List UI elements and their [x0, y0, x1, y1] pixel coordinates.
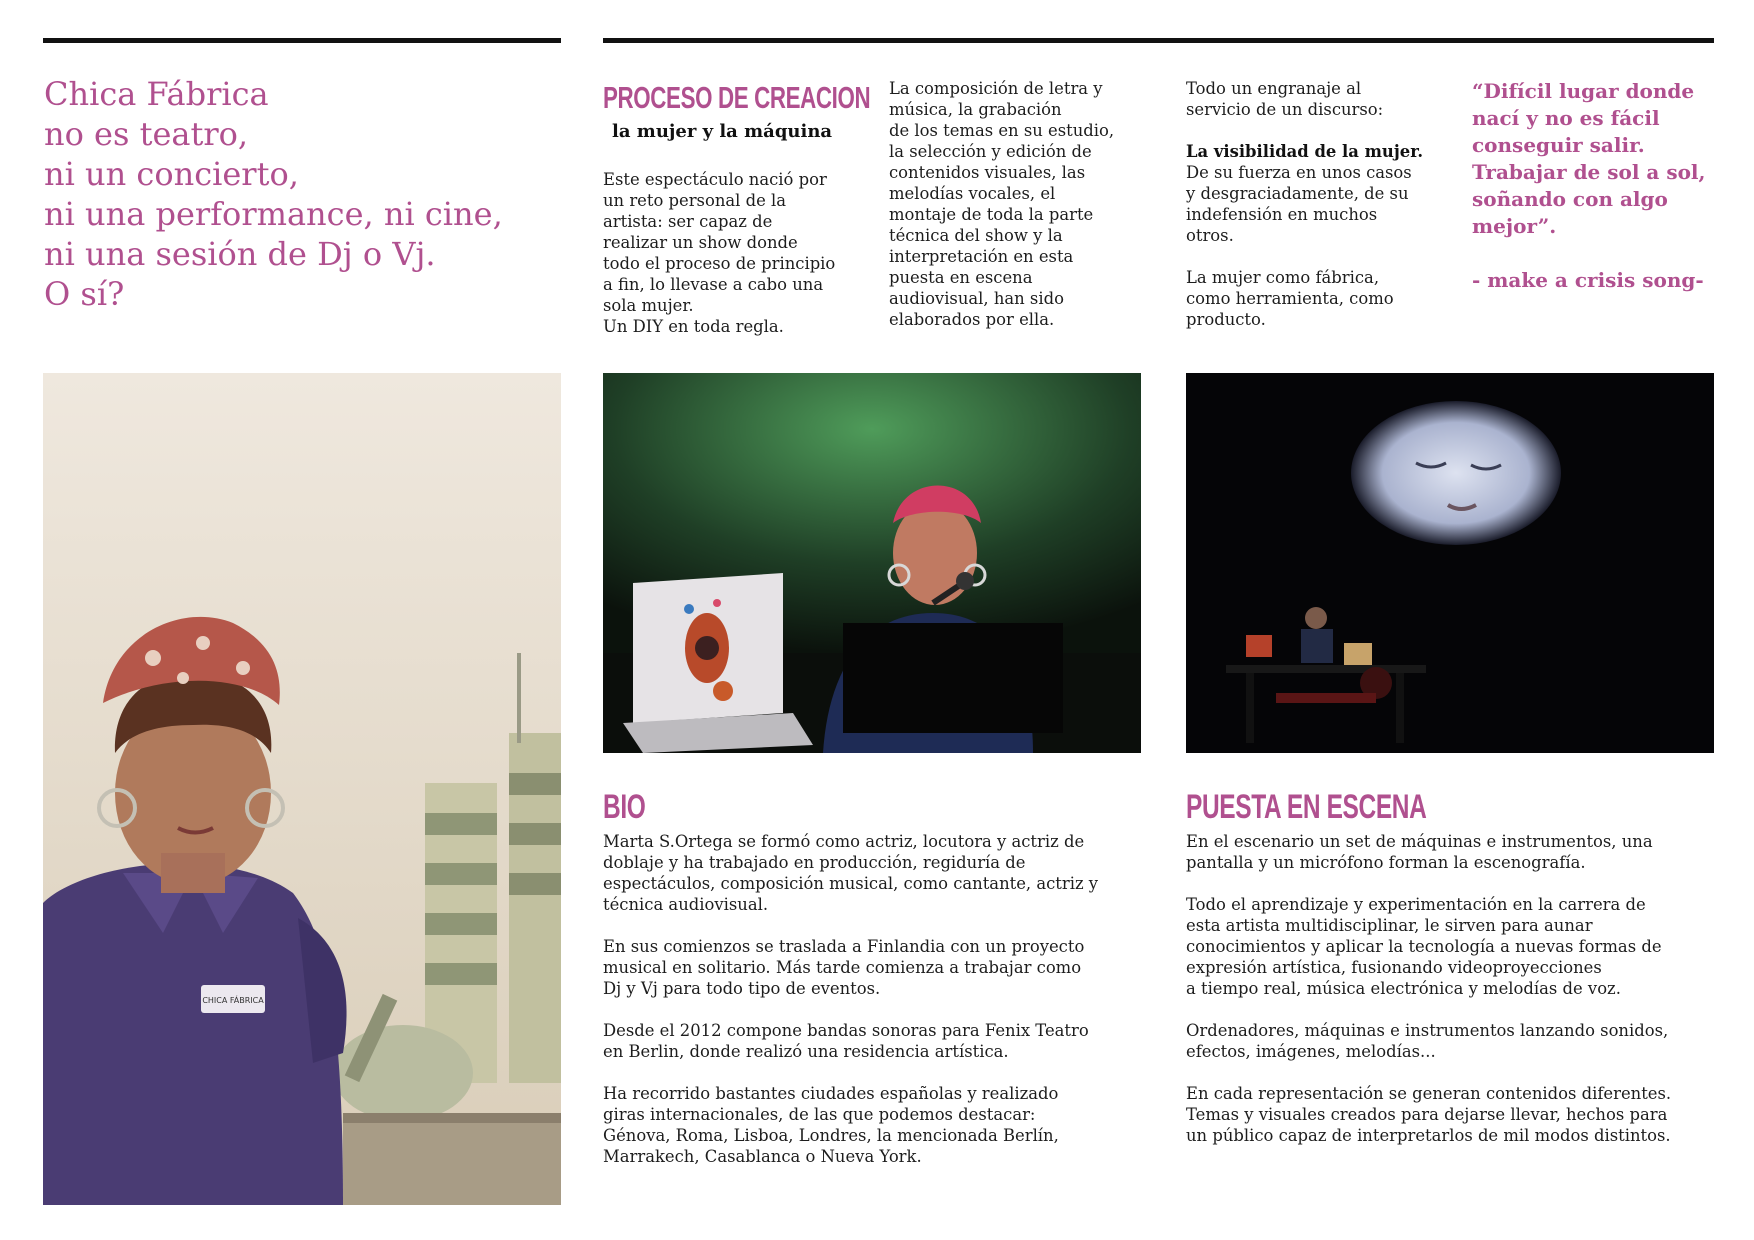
spacer: [1186, 246, 1454, 267]
intro-line: ni una sesión de Dj o Vj.: [44, 235, 436, 273]
text-line: pantalla y un micrófono forman la escenografía.: [1186, 853, 1586, 872]
text-line: En sus comienzos se traslada a Finlandia con un proyecto: [603, 937, 1085, 956]
text-line: expresión artística, fusionando videoproyecciones: [1186, 958, 1602, 977]
visibility-heading: La visibilidad de la mujer.: [1186, 142, 1424, 161]
text-line: Ha recorrido bastantes ciudades españolas y realizado: [603, 1084, 1059, 1103]
proceso-title: PROCESO DE CREACION: [603, 80, 871, 115]
puesta-paragraph: [1186, 894, 1731, 999]
quote-line: soñando con algo: [1472, 187, 1668, 211]
puesta-text: [1186, 831, 1731, 1167]
top-rule-left: [43, 38, 561, 43]
quote-signature: - make a crisis song-: [1472, 268, 1704, 292]
intro-line: Chica Fábrica: [44, 75, 269, 113]
text-line: En cada representación se generan contenidos diferentes.: [1186, 1084, 1672, 1103]
puesta-title: PUESTA EN ESCENA: [1186, 788, 1427, 826]
puesta-paragraph: [1186, 1083, 1731, 1146]
concert-photo: [603, 373, 1141, 753]
top-rule-right: [603, 38, 1714, 43]
text-line: Este espectáculo nació por: [603, 170, 827, 189]
bio-paragraph: [603, 1083, 1148, 1167]
text-line: técnica del show y la: [889, 226, 1063, 245]
intro-line: no es teatro,: [44, 115, 249, 153]
quote-line: Trabajar de sol a sol,: [1472, 160, 1706, 184]
text-line: Marrakech, Casablanca o Nueva York.: [603, 1147, 922, 1166]
quote-line: “Difícil lugar donde: [1472, 79, 1695, 103]
text-line: Todo el aprendizaje y experimentación en la carrera de: [1186, 895, 1646, 914]
proceso-subtitle: la mujer y la máquina: [612, 121, 833, 142]
text-line: Desde el 2012 compone bandas sonoras para Fenix Teatro: [603, 1021, 1089, 1040]
intro-line: ni una performance, ni cine,: [44, 195, 503, 233]
intro-line: ni un concierto,: [44, 155, 299, 193]
bio-paragraph: [603, 1020, 1148, 1062]
text-line: espectáculos, composición musical, como cantante, actriz y: [603, 874, 1099, 893]
text-line: Todo un engranaje al: [1186, 79, 1362, 98]
proceso-column-1: [603, 169, 873, 337]
text-line: Marta S.Ortega se formó como actriz, locutora y actriz de: [603, 832, 1085, 851]
text-line: un reto personal de la: [603, 191, 787, 210]
text-line: elaborados por ella.: [889, 310, 1055, 329]
bio-title: BIO: [603, 788, 646, 826]
text-line: giras internacionales, de las que podemos destacar:: [603, 1105, 1036, 1124]
text-line: Dj y Vj para todo tipo de eventos.: [603, 979, 881, 998]
proceso-column-3: [1186, 78, 1454, 330]
intro-statement: [44, 74, 574, 314]
text-line: musical en solitario. Más tarde comienza a trabajar como: [603, 958, 1082, 977]
proceso-column-2: [889, 78, 1159, 330]
portrait-photo: [43, 373, 561, 1205]
text-line: esta artista multidisciplinar, le sirven para aunar: [1186, 916, 1593, 935]
song-quote: [1472, 78, 1734, 294]
text-line: montaje de toda la parte: [889, 205, 1094, 224]
text-line: La composición de letra y: [889, 79, 1103, 98]
text-line: artista: ser capaz de: [603, 212, 773, 231]
bio-paragraph: [603, 831, 1148, 915]
bio-paragraph: [603, 936, 1148, 999]
quote-line: nací y no es fácil: [1472, 106, 1660, 130]
text-line: técnica audiovisual.: [603, 895, 769, 914]
text-line: y desgraciadamente, de su: [1186, 184, 1409, 203]
text-line: efectos, imágenes, melodías...: [1186, 1042, 1436, 1061]
text-line: Un DIY en toda regla.: [603, 317, 784, 336]
badge-text: CHICA FÁBRICA: [202, 996, 264, 1005]
text-line: de los temas en su estudio,: [889, 121, 1115, 140]
text-line: De su fuerza en unos casos: [1186, 163, 1412, 182]
text-line: la selección y edición de: [889, 142, 1092, 161]
text-line: indefensión en muchos: [1186, 205, 1378, 224]
quote-line: conseguir salir.: [1472, 133, 1645, 157]
text-line: sola mujer.: [603, 296, 694, 315]
text-line: un público capaz de interpretarlos de mil modos distintos.: [1186, 1126, 1671, 1145]
puesta-paragraph: [1186, 1020, 1731, 1062]
quote-line: mejor”.: [1472, 214, 1557, 238]
text-line: otros.: [1186, 226, 1234, 245]
stage-photo: [1186, 373, 1714, 753]
text-line: producto.: [1186, 310, 1266, 329]
text-line: a tiempo real, música electrónica y melodías de voz.: [1186, 979, 1621, 998]
text-line: como herramienta, como: [1186, 289, 1394, 308]
spacer: [1186, 120, 1454, 141]
text-line: La mujer como fábrica,: [1186, 268, 1380, 287]
text-line: en Berlin, donde realizó una residencia artística.: [603, 1042, 1009, 1061]
bio-text: [603, 831, 1148, 1188]
text-line: conocimientos y aplicar la tecnología a nuevas formas de: [1186, 937, 1662, 956]
text-line: interpretación en esta: [889, 247, 1074, 266]
intro-line: O sí?: [44, 275, 125, 313]
text-line: melodías vocales, el: [889, 184, 1056, 203]
text-line: puesta en escena: [889, 268, 1033, 287]
text-line: música, la grabación: [889, 100, 1062, 119]
text-line: realizar un show donde: [603, 233, 798, 252]
text-line: doblaje y ha trabajado en producción, regiduría de: [603, 853, 1026, 872]
text-line: servicio de un discurso:: [1186, 100, 1384, 119]
text-line: a fin, lo llevase a cabo una: [603, 275, 824, 294]
text-line: todo el proceso de principio: [603, 254, 836, 273]
text-line: Génova, Roma, Lisboa, Londres, la mencionada Berlín,: [603, 1126, 1059, 1145]
text-line: Temas y visuales creados para dejarse llevar, hechos para: [1186, 1105, 1668, 1124]
text-line: audiovisual, han sido: [889, 289, 1064, 308]
text-line: En el escenario un set de máquinas e instrumentos, una: [1186, 832, 1653, 851]
puesta-paragraph: [1186, 831, 1731, 873]
text-line: Ordenadores, máquinas e instrumentos lanzando sonidos,: [1186, 1021, 1669, 1040]
text-line: contenidos visuales, las: [889, 163, 1086, 182]
